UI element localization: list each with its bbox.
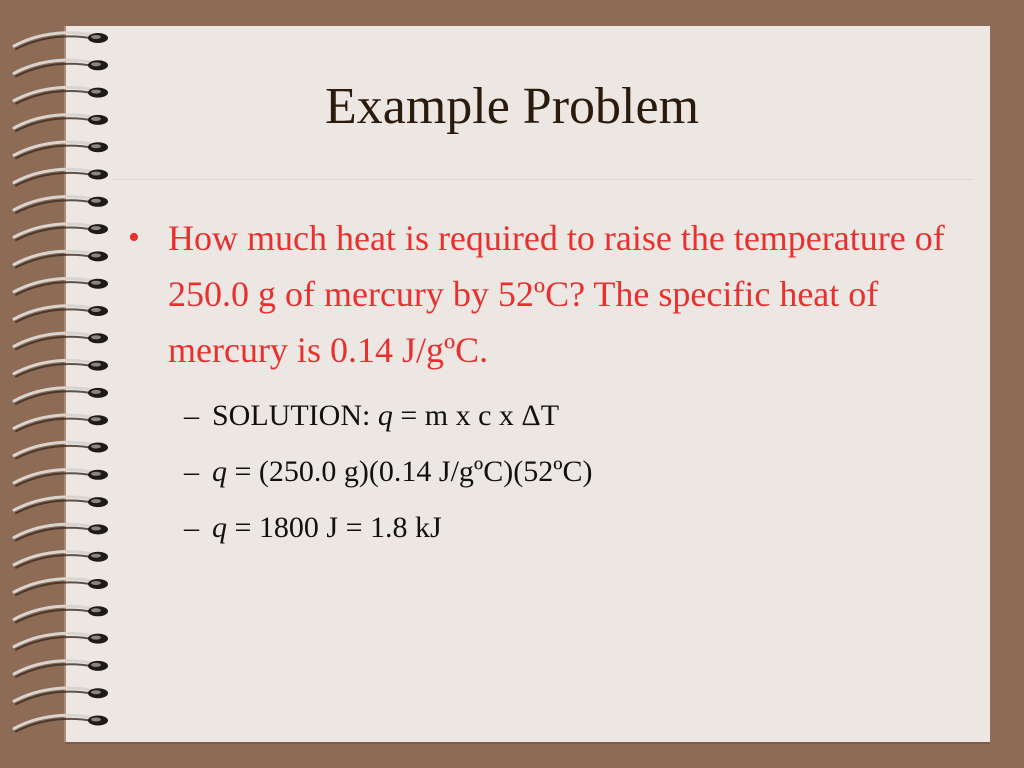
binding-ring-icon bbox=[14, 579, 108, 595]
binding-ring-icon bbox=[14, 470, 108, 486]
variable-q: q bbox=[377, 399, 393, 432]
sub-prefix: SOLUTION: bbox=[212, 399, 378, 432]
binding-ring-icon bbox=[14, 33, 108, 49]
binding-ring-icon bbox=[14, 279, 108, 295]
variable-q: q bbox=[212, 511, 227, 544]
binding-ring-icon bbox=[14, 415, 108, 431]
sub-marker: – bbox=[184, 511, 199, 544]
sub-item-substitution bbox=[184, 444, 976, 500]
slide-body bbox=[126, 210, 976, 556]
binding-ring-icon bbox=[14, 60, 108, 76]
bullet-text: How much heat is required to raise the temperature of 250.0 g of mercury by 52ºC? The specific heat of mercury is 0.14 J/gºC. bbox=[168, 218, 945, 370]
sub-rest: = 1800 J = 1.8 kJ bbox=[227, 511, 442, 544]
sub-marker: – bbox=[184, 399, 199, 432]
binding-ring-icon bbox=[14, 197, 108, 213]
sub-item-result bbox=[184, 500, 976, 556]
binding-ring-icon bbox=[14, 142, 108, 158]
binding-ring-icon bbox=[14, 388, 108, 404]
bullet-item bbox=[126, 210, 976, 378]
binding-ring-icon bbox=[14, 552, 108, 568]
binding-ring-icon bbox=[14, 306, 108, 322]
binding-ring-icon bbox=[14, 333, 108, 349]
bullet-marker: • bbox=[128, 219, 140, 256]
binding-ring-icon bbox=[14, 497, 108, 513]
binding-ring-icon bbox=[14, 524, 108, 540]
binding-ring-icon bbox=[14, 251, 108, 267]
sub-rest: = m x c x ΔT bbox=[392, 399, 560, 432]
binding-ring-icon bbox=[14, 661, 108, 677]
sub-marker: – bbox=[184, 455, 199, 488]
sub-list bbox=[126, 388, 976, 556]
sub-rest: = (250.0 g)(0.14 J/gºC)(52ºC) bbox=[227, 455, 593, 488]
binding-ring-icon bbox=[14, 633, 108, 649]
sub-item-solution bbox=[184, 388, 976, 444]
binding-ring-icon bbox=[14, 688, 108, 704]
binding-ring-icon bbox=[14, 715, 108, 731]
binding-ring-icon bbox=[14, 169, 108, 185]
binding-ring-icon bbox=[14, 606, 108, 622]
variable-q: q bbox=[212, 455, 227, 488]
binding-ring-icon bbox=[14, 442, 108, 458]
binding-ring-icon bbox=[14, 360, 108, 376]
slide-title: Example Problem bbox=[324, 78, 700, 135]
binding-ring-icon bbox=[14, 224, 108, 240]
title-divider bbox=[112, 179, 972, 180]
